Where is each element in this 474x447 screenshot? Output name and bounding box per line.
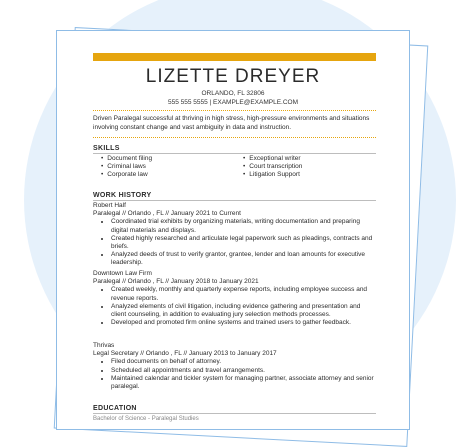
job-bullets: [93, 218, 376, 267]
job-entry: [93, 270, 376, 327]
work-history-heading: WORK HISTORY: [93, 192, 152, 199]
header-accent-bar: [93, 53, 376, 61]
skill-item: • Corporate law: [101, 171, 152, 179]
job-bullet: • Created highly researched and articulate legal paperwork such as pleadings, contracts and briefs.: [111, 235, 376, 251]
skill-item: • Court transcription: [243, 163, 302, 171]
job-entry: [93, 202, 376, 268]
resume-summary: Driven Paralegal successful at thriving in high stress, high-pressure environments and situations involving constant change and vast ambiguity in data and instruction.: [93, 115, 370, 131]
resume-location: ORLANDO, FL 32806: [201, 90, 265, 97]
education-heading: EDUCATION: [93, 405, 137, 412]
job-bullets: [93, 358, 376, 391]
job-role: Paralegal // Orlando , FL // January 2021 to Current: [93, 210, 241, 218]
job-bullet: • Coordinated trial exhibits by organizing materials, writing documentation and preparing digital materials and displays.: [111, 218, 376, 234]
skill-item: • Exceptional writer: [243, 155, 302, 163]
job-role: Legal Secretary // Orlando , FL // January 2013 to January 2017: [93, 350, 277, 358]
job-company: Thrivas: [93, 342, 115, 349]
job-bullet: • Scheduled all appointments and travel arrangements.: [111, 367, 376, 375]
job-role: Paralegal // Orlando , FL // January 2018 to January 2021: [93, 278, 259, 286]
job-bullet: • Analyzed elements of civil litigation, including evidence gathering and presentation and client counseling, in addition to evaluating jury selection methods processes.: [111, 303, 376, 319]
header-divider: [93, 110, 376, 111]
job-bullet: • Filed documents on behalf of attorney.: [111, 358, 376, 366]
resume-page: [56, 30, 410, 430]
job-bullet: • Maintained calendar and tickler system for managing partner, associate attorney and senior paralegal.: [111, 375, 376, 391]
skill-item: • Litigation Support: [243, 171, 302, 179]
work-history-rule: [93, 200, 376, 201]
job-bullet: • Developed and promoted firm online systems and trained users to gather feedback.: [111, 319, 376, 327]
job-company: Robert Half: [93, 202, 126, 209]
summary-divider: [93, 137, 376, 138]
job-bullet: • Created weekly, monthly and quarterly expense reports, including employee success and revenue reports.: [111, 286, 376, 302]
education-degree: Bachelor of Science - Paralegal Studies: [93, 416, 199, 422]
job-entry: [93, 342, 376, 391]
skill-item: • Criminal laws: [101, 163, 152, 171]
job-bullet: • Analyzed deeds of trust to verify grantor, grantee, lender and loan amounts for executive leadership.: [111, 251, 376, 267]
resume-name: LIZETTE DREYER: [145, 66, 321, 87]
skills-right-column: [243, 155, 302, 179]
job-company: Downtown Law Firm: [93, 270, 152, 277]
skills-heading: SKILLS: [93, 145, 120, 152]
job-bullets: [93, 286, 376, 327]
skill-item: • Document filing: [101, 155, 152, 163]
education-rule: [93, 413, 376, 414]
skills-left-column: [101, 155, 152, 179]
resume-contact: 555 555 5555 | EXAMPLE@EXAMPLE.COM: [167, 99, 299, 106]
skills-rule: [93, 153, 376, 154]
